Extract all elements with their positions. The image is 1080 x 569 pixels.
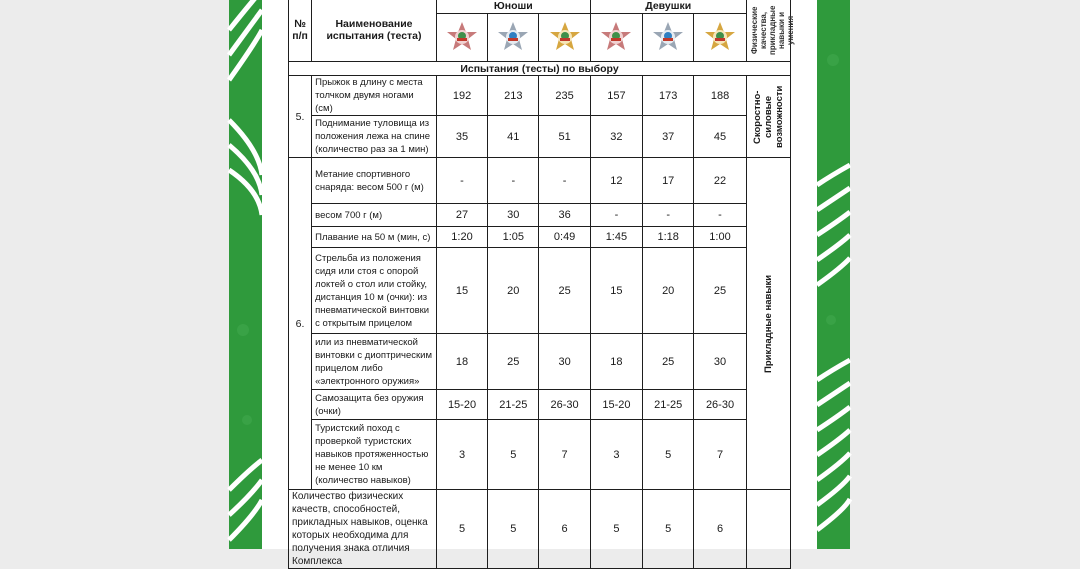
value-cell: 32: [590, 116, 642, 158]
badge-cell: [590, 14, 642, 62]
test-name: Самозащита без оружия (очки): [312, 390, 437, 420]
value-cell: 1:05: [488, 227, 539, 248]
value-cell: 30: [694, 334, 746, 390]
bronze-badge-icon: [599, 21, 633, 55]
table-row: [289, 334, 791, 390]
value-cell: 17: [643, 158, 694, 204]
norms-table: [288, 0, 795, 569]
value-cell: 1:00: [694, 227, 746, 248]
bronze-badge-icon: [445, 21, 479, 55]
value-cell: 26-30: [694, 390, 746, 420]
value-cell: -: [539, 158, 590, 204]
value-cell: 5: [488, 490, 539, 569]
gold-badge-icon: [548, 21, 582, 55]
value-cell: 41: [488, 116, 539, 158]
quality-label: Прикладные навыки: [746, 158, 790, 490]
badge-cell: [643, 14, 694, 62]
test-name: Прыжок в длину с места толчком двумя ногами (см): [312, 76, 437, 116]
value-cell: 5: [643, 490, 694, 569]
header-test-name: Наименование испытания (теста): [312, 0, 437, 62]
value-cell: -: [694, 204, 746, 227]
value-cell: 6: [539, 490, 590, 569]
value-cell: 5: [643, 420, 694, 490]
test-name: Плавание на 50 м (мин, с): [312, 227, 437, 248]
value-cell: 0:49: [539, 227, 590, 248]
value-cell: 1:45: [590, 227, 642, 248]
value-cell: 7: [539, 420, 590, 490]
value-cell: 15-20: [590, 390, 642, 420]
table-row: [289, 76, 791, 116]
test-name: Поднимание туловища из положения лежа на спине (количество раз за 1 мин): [312, 116, 437, 158]
badge-cell: [539, 14, 590, 62]
value-cell: 173: [643, 76, 694, 116]
value-cell: 37: [643, 116, 694, 158]
value-cell: -: [488, 158, 539, 204]
table-row: [289, 420, 791, 490]
value-cell: 20: [643, 248, 694, 334]
value-cell: 15: [436, 248, 487, 334]
header-number: № п/п: [289, 0, 312, 62]
value-cell: 157: [590, 76, 642, 116]
value-cell: -: [436, 158, 487, 204]
row-number: 6.: [289, 158, 312, 490]
table-row: [289, 390, 791, 420]
section-title: Испытания (тесты) по выбору: [289, 62, 791, 76]
value-cell: 3: [436, 420, 487, 490]
silver-badge-icon: [651, 21, 685, 55]
test-name: Туристский поход с проверкой туристских навыков протяженностью не менее 10 км (количество навыков): [312, 420, 437, 490]
value-cell: 7: [694, 420, 746, 490]
footer-label: Количество физических качеств, способностей, прикладных навыков, оценка которых необходима для получения знака отличия Комплекса: [289, 490, 437, 569]
value-cell: 192: [436, 76, 487, 116]
value-cell: -: [590, 204, 642, 227]
value-cell: 20: [488, 248, 539, 334]
quality-label: Скоростно-силовые возможности: [746, 76, 790, 158]
value-cell: 25: [539, 248, 590, 334]
value-cell: 30: [488, 204, 539, 227]
value-cell: 36: [539, 204, 590, 227]
badge-cell: [436, 14, 487, 62]
decorative-band-left: [229, 0, 262, 549]
value-cell: 30: [539, 334, 590, 390]
test-name: весом 700 г (м): [312, 204, 437, 227]
value-cell: 235: [539, 76, 590, 116]
value-cell: 35: [436, 116, 487, 158]
value-cell: 5: [488, 420, 539, 490]
table-row: [289, 490, 791, 569]
value-cell: 22: [694, 158, 746, 204]
gold-badge-icon: [703, 21, 737, 55]
value-cell: 3: [590, 420, 642, 490]
value-cell: 26-30: [539, 390, 590, 420]
table-row: [289, 227, 791, 248]
test-name: Стрельба из положения сидя или стоя с опорой локтей о стол или стойку, дистанция 10 м (очки): из пневматической винтовки с открытым прицелом: [312, 248, 437, 334]
stripe-pattern-left: [229, 0, 262, 549]
value-cell: 18: [436, 334, 487, 390]
header-girls: Девушки: [590, 0, 746, 14]
value-cell: 188: [694, 76, 746, 116]
value-cell: 1:18: [643, 227, 694, 248]
decorative-band-right: [817, 0, 850, 549]
table-row: [289, 204, 791, 227]
value-cell: 25: [643, 334, 694, 390]
value-cell: 25: [694, 248, 746, 334]
empty-cell: [746, 490, 790, 569]
value-cell: 27: [436, 204, 487, 227]
row-number: 5.: [289, 76, 312, 158]
test-name: или из пневматической винтовки с диоптрическим прицелом либо «электронного оружия»: [312, 334, 437, 390]
stripe-pattern-right: [817, 0, 850, 549]
header-qualities: Физические качества, прикладные навыки и умения: [746, 0, 790, 62]
value-cell: 21-25: [643, 390, 694, 420]
value-cell: 213: [488, 76, 539, 116]
value-cell: 1:20: [436, 227, 487, 248]
table-row: [289, 158, 791, 204]
value-cell: 12: [590, 158, 642, 204]
value-cell: 25: [488, 334, 539, 390]
value-cell: 15: [590, 248, 642, 334]
value-cell: 18: [590, 334, 642, 390]
badge-cell: [694, 14, 746, 62]
value-cell: 45: [694, 116, 746, 158]
value-cell: 5: [436, 490, 487, 569]
header-boys: Юноши: [436, 0, 590, 14]
document-page: [262, 0, 817, 567]
value-cell: 51: [539, 116, 590, 158]
table-row: [289, 116, 791, 158]
table-row: [289, 248, 791, 334]
value-cell: 6: [694, 490, 746, 569]
test-name: Метание спортивного снаряда: весом 500 г (м): [312, 158, 437, 204]
value-cell: -: [643, 204, 694, 227]
value-cell: 21-25: [488, 390, 539, 420]
silver-badge-icon: [496, 21, 530, 55]
badge-cell: [488, 14, 539, 62]
value-cell: 15-20: [436, 390, 487, 420]
value-cell: 5: [590, 490, 642, 569]
